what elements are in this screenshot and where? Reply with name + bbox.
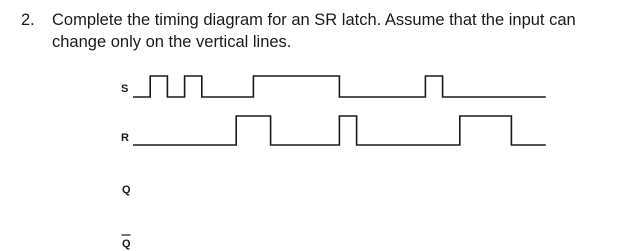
waveform-r [133,116,546,145]
question-text: Complete the timing diagram for an SR latch. Assume that the input can change only on the vertical lines. [52,11,576,51]
question-number: 2. [21,11,35,29]
signal-label-r: R [121,132,129,144]
waveform-s [133,76,546,97]
signal-label-s: S [121,83,129,95]
signal-label-q-bar: Q [122,238,131,250]
signal-label-q: Q [122,184,131,196]
